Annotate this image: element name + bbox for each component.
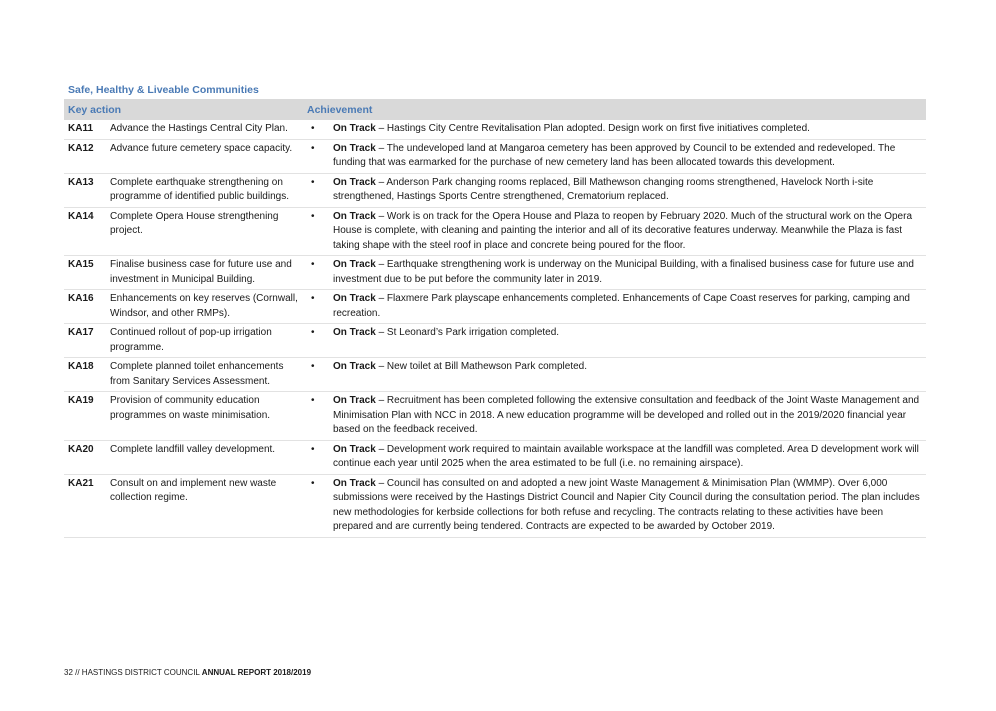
action-code: KA14	[68, 210, 94, 222]
status-label: On Track	[333, 210, 376, 222]
achievement-text	[333, 326, 926, 355]
bullet-icon: •	[311, 293, 315, 304]
footer-report-title: ANNUAL REPORT 2018/2019	[199, 668, 312, 677]
action-description: Consult on and implement new waste collection regime.	[110, 477, 277, 503]
achievement-text	[333, 292, 926, 321]
status-label: On Track	[333, 259, 376, 270]
status-label: On Track	[333, 443, 376, 455]
table-body	[64, 120, 926, 538]
achievement-text	[333, 477, 926, 535]
achievement-detail: – New toilet at Bill Mathewson Park completed.	[375, 361, 588, 372]
achievement-text	[333, 210, 926, 254]
bullet-icon: •	[311, 259, 315, 270]
action-code: KA11	[68, 123, 94, 134]
action-description: Complete Opera House strengthening project.	[110, 210, 279, 236]
key-actions-table	[64, 99, 926, 538]
bullet-icon: •	[311, 361, 315, 372]
status-label: On Track	[333, 123, 376, 134]
achievement-text	[333, 258, 926, 287]
achievement-detail: – Anderson Park changing rooms replaced, Bill Mathewson changing rooms strengthened, Havelock North i-site strengthened, Hastings Sports Centre strengthened, Crematorium replaced.	[333, 176, 874, 202]
action-code: KA21	[68, 477, 94, 489]
section-title: Safe, Healthy & Liveable Communities	[68, 84, 259, 96]
bullet-icon: •	[311, 327, 315, 338]
header-achievement: Achievement	[307, 103, 373, 116]
bullet-icon: •	[311, 123, 315, 134]
table-row	[64, 120, 926, 140]
bullet-icon: •	[311, 395, 315, 406]
bullet-icon: •	[311, 210, 315, 222]
status-label: On Track	[333, 361, 376, 372]
achievement-detail: – Work is on track for the Opera House and Plaza to reopen by February 2020. Much of the structural work on the Opera House is complete, with cleaning and painting the interior and all of its decorative features underway. Meanwhile the Plaza is fast taking shape with the steel roof in place and concrete being poured for the floor.	[333, 210, 913, 251]
table-row	[64, 208, 926, 257]
achievement-detail: – Recruitment has been completed following the extensive consultation and feedback of the Joint Waste Management and Minimisation Plan with NCC in 2018. A new education programme will be developed and rolled out in the 2019/2020 financial year based on the feedback received.	[333, 395, 920, 435]
status-label: On Track	[333, 395, 376, 406]
action-description: Complete landfill valley development.	[110, 443, 276, 455]
page-footer	[64, 668, 311, 677]
achievement-text	[333, 443, 926, 472]
action-description: Advance future cemetery space capacity.	[110, 142, 293, 154]
status-label: On Track	[333, 293, 376, 304]
action-code: KA17	[68, 327, 94, 338]
table-row	[64, 475, 926, 538]
achievement-detail: – The undeveloped land at Mangaroa cemetery has been approved by Council to be extended and redeveloped. The funding that was earmarked for the purchase of new cemetery land has been allocated towards this development.	[333, 142, 896, 168]
action-description: Finalise business case for future use and investment in Municipal Building.	[110, 259, 292, 285]
achievement-detail: – St Leonard’s Park irrigation completed.	[375, 327, 560, 338]
table-row	[64, 392, 926, 441]
action-code: KA15	[68, 259, 94, 270]
status-label: On Track	[333, 477, 376, 489]
achievement-text	[333, 142, 926, 171]
action-code: KA16	[68, 293, 94, 304]
achievement-text	[333, 122, 926, 137]
achievement-detail: – Hastings City Centre Revitalisation Plan adopted. Design work on first five initiatives completed.	[375, 123, 810, 134]
status-label: On Track	[333, 176, 376, 188]
action-code: KA12	[68, 142, 94, 154]
achievement-text	[333, 394, 926, 438]
action-description: Complete earthquake strengthening on programme of identified public buildings.	[110, 176, 289, 202]
footer-prefix: 32 // HASTINGS DISTRICT COUNCIL	[64, 668, 200, 677]
table-row	[64, 174, 926, 208]
table-row	[64, 290, 926, 324]
action-description: Enhancements on key reserves (Cornwall, Windsor, and other RMPs).	[110, 293, 298, 319]
action-description: Complete planned toilet enhancements from Sanitary Services Assessment.	[110, 361, 284, 387]
action-code: KA13	[68, 176, 94, 188]
bullet-icon: •	[311, 477, 315, 489]
status-label: On Track	[333, 142, 376, 154]
header-key-action: Key action	[68, 103, 122, 116]
table-header	[64, 99, 926, 120]
bullet-icon: •	[311, 443, 315, 455]
table-row	[64, 140, 926, 174]
status-label: On Track	[333, 327, 376, 338]
action-description: Advance the Hastings Central City Plan.	[110, 123, 288, 134]
achievement-detail: – Development work required to maintain available workspace at the landfill was completed. Area D development work will continue each year until 2025 when the area estimated to be full (i.e. no remaining airspace).	[333, 443, 919, 469]
bullet-icon: •	[311, 176, 315, 188]
table-row	[64, 358, 926, 392]
achievement-detail: – Earthquake strengthening work is underway on the Municipal Building, with a finalised business case for future use and investment due to be put before the community later in 2019.	[333, 259, 914, 285]
action-description: Provision of community education programmes on waste minimisation.	[110, 395, 271, 421]
achievement-text	[333, 176, 926, 205]
achievement-text	[333, 360, 926, 389]
achievement-detail: – Flaxmere Park playscape enhancements completed. Enhancements of Cape Coast reserves for parking, camping and recreation.	[333, 293, 910, 319]
table-row	[64, 256, 926, 290]
action-code: KA19	[68, 395, 94, 406]
table-row	[64, 441, 926, 475]
bullet-icon: •	[311, 142, 315, 154]
table-row	[64, 324, 926, 358]
action-description: Continued rollout of pop-up irrigation programme.	[110, 327, 272, 353]
action-code: KA18	[68, 361, 94, 372]
achievement-detail: – Council has consulted on and adopted a new joint Waste Management & Minimisation Plan (WMMP). Over 6,000 submissions were received by the Hastings District Council and Napier City Council during the consultation period. The plan includes new methodologies for kerbside collections for both refuse and recycling. The contracts relating to these activities have been prepared and are currently being tendered. Contracts are expected to be awarded by October 2019.	[333, 477, 920, 532]
action-code: KA20	[68, 443, 94, 455]
